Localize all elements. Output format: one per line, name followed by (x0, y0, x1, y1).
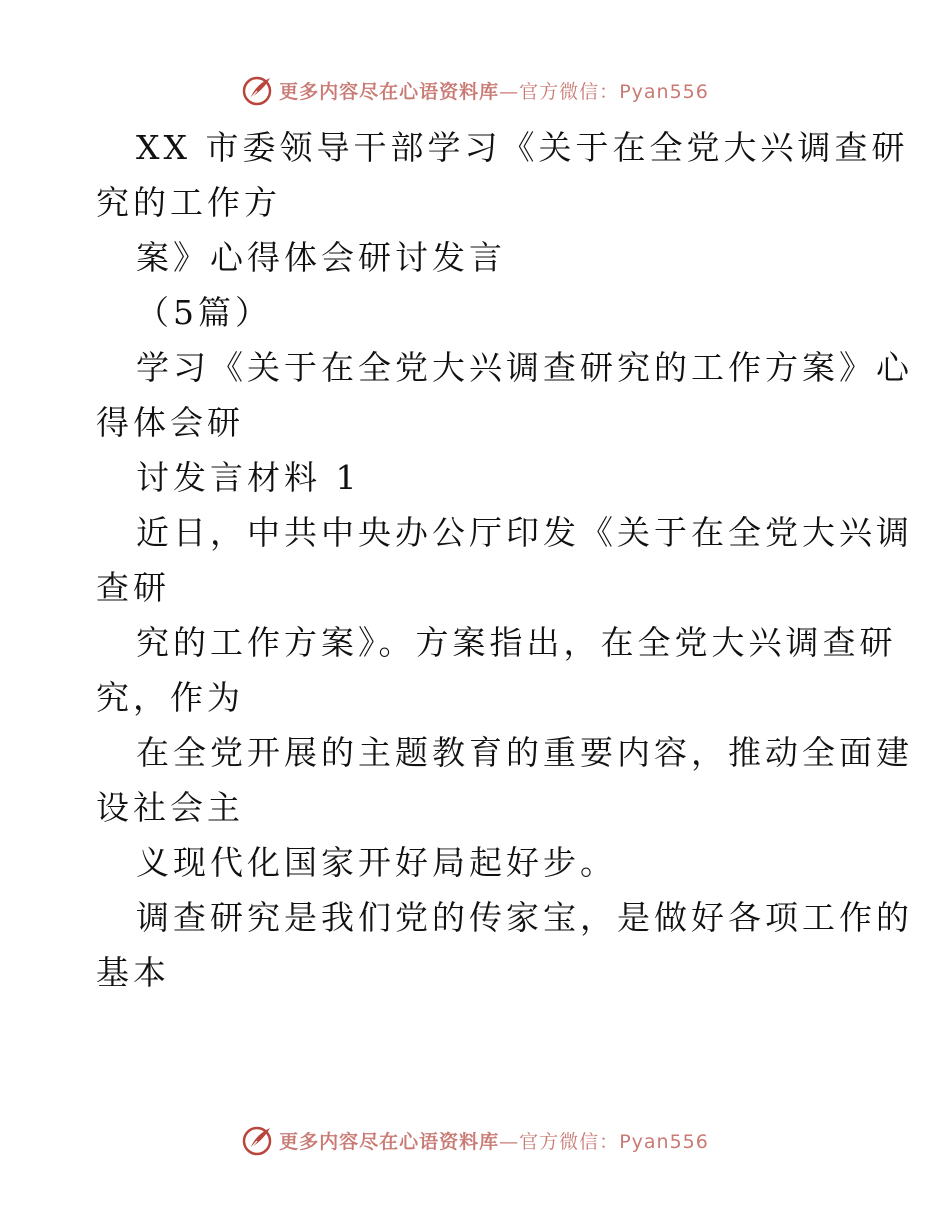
text-line: 究，作为 (96, 678, 244, 717)
text-line: 在全党开展的主题教育的重要内容，推动全面建 (136, 733, 913, 772)
feather-pen-circle-icon (241, 1124, 273, 1156)
text-line: 学习《关于在全党大兴调查研究的工作方案》心 (136, 348, 913, 387)
text-line: 究的工作方案》。方案指出，在全党大兴调查研 (136, 623, 897, 662)
text-line: 查研 (96, 568, 170, 607)
banner-text (279, 77, 709, 104)
banner-wechat-id: Pyan556 (619, 1130, 709, 1153)
text-line: 案》心得体会研讨发言 (136, 238, 506, 277)
text-line: 基本 (96, 953, 170, 992)
banner-wechat-label: 官方微信： (519, 1130, 620, 1153)
header-banner (0, 70, 950, 110)
text-line: 义现代化国家开好局起好步。 (136, 843, 617, 882)
banner-main: 更多内容尽在心语资料库 (279, 1130, 500, 1153)
banner-separator: — (499, 80, 520, 103)
text-line: 得体会研 (96, 403, 244, 442)
banner-wechat-id: Pyan556 (619, 80, 709, 103)
banner-main: 更多内容尽在心语资料库 (279, 80, 500, 103)
text-line: 究的工作方 (96, 183, 281, 222)
text-line: 设社会主 (96, 788, 244, 827)
text-line: （5篇） (136, 293, 272, 332)
document-body (96, 120, 913, 1000)
banner-wechat-label: 官方微信： (519, 80, 620, 103)
footer-banner (0, 1120, 950, 1160)
text-line: 讨发言材料 1 (136, 458, 361, 497)
banner-text (279, 1127, 709, 1154)
banner-separator: — (499, 1130, 520, 1153)
text-line: 调查研究是我们党的传家宝，是做好各项工作的 (136, 898, 913, 937)
feather-pen-circle-icon (241, 74, 273, 106)
text-line: 近日，中共中央办公厅印发《关于在全党大兴调 (136, 513, 913, 552)
text-line: XX 市委领导干部学习《关于在全党大兴调查研 (136, 128, 909, 167)
